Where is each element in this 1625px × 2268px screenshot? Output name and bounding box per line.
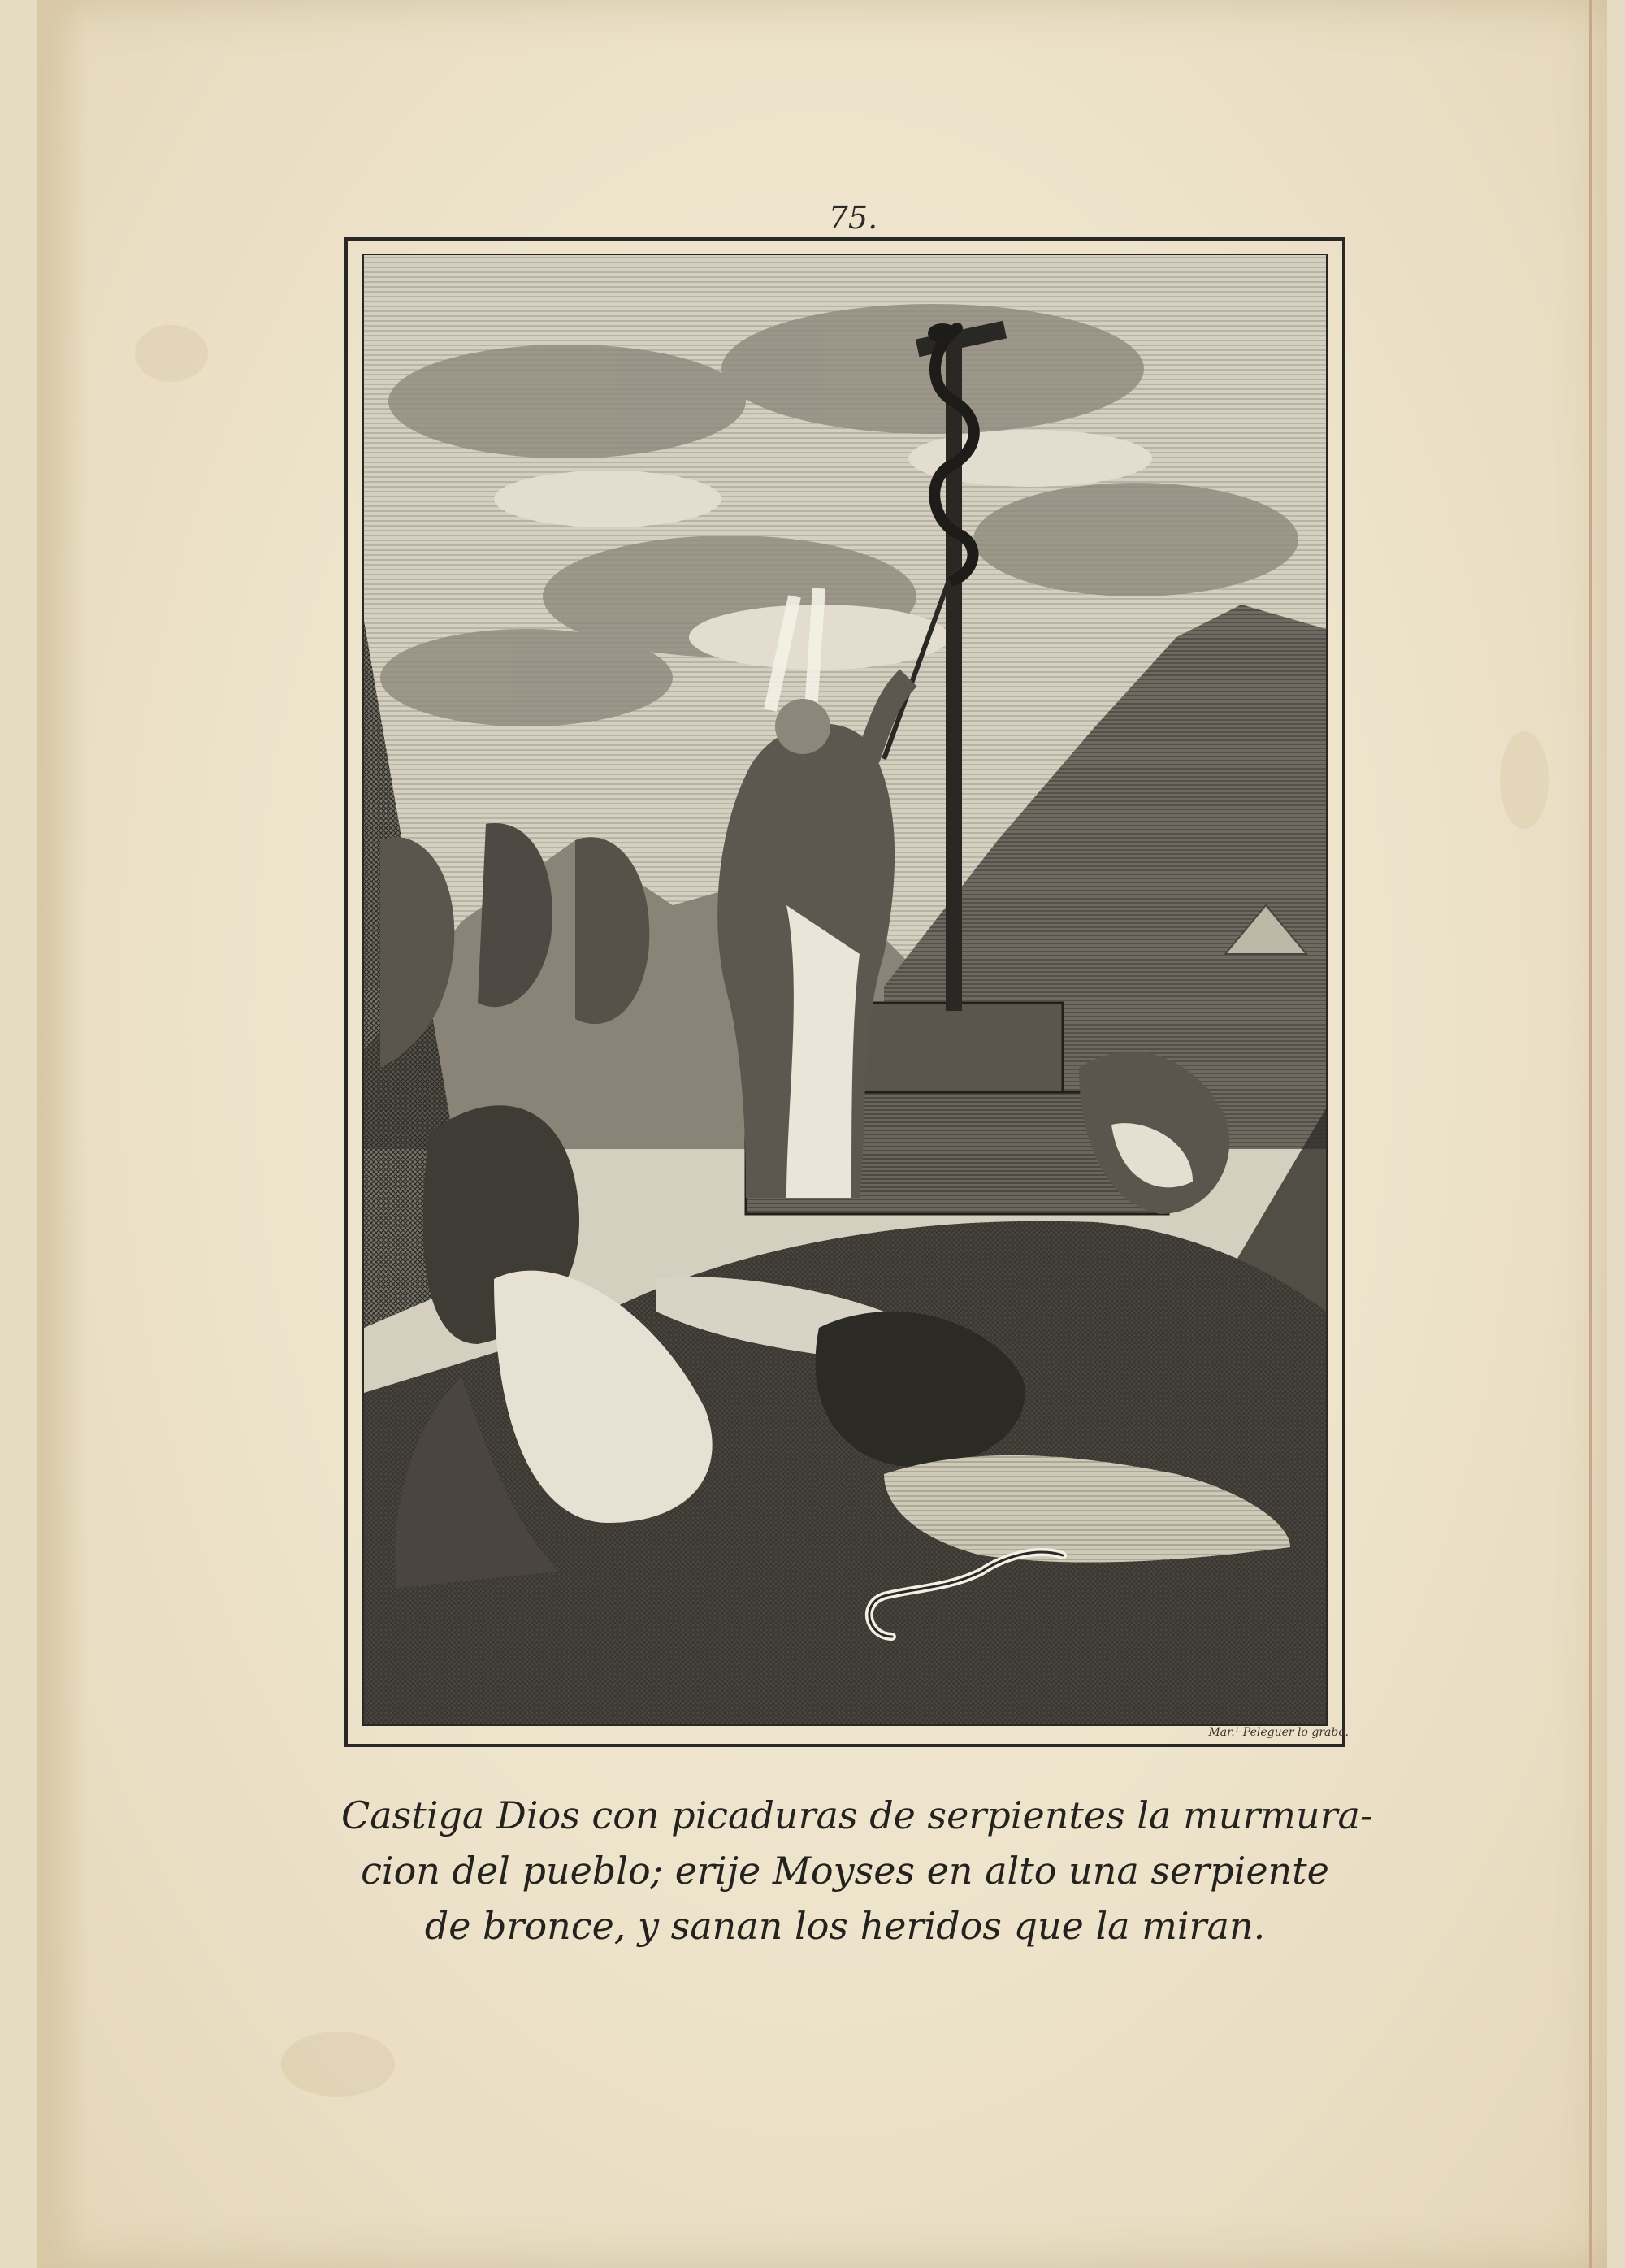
foxing-spot (135, 325, 208, 382)
paper-edge-stain (1589, 0, 1592, 2268)
engraver-credit: Mar.¹ Peleguer lo grabó. (1208, 1726, 1349, 1739)
caption-line: de bronce, y sanan los heridos que la miran. (424, 1904, 1266, 1948)
foxing-spot (1500, 731, 1549, 829)
foxing-spot (281, 2032, 395, 2097)
caption-line: Castiga Dios con picaduras de serpientes la murmura- (341, 1793, 1373, 1837)
caption-line: cion del pueblo; erije Moyses en alto una serpiente (361, 1849, 1329, 1893)
engraving-image (362, 254, 1328, 1726)
caption (341, 1788, 1373, 1954)
plate-number: 75. (828, 200, 878, 236)
paper-edge-shadow (37, 0, 86, 2268)
